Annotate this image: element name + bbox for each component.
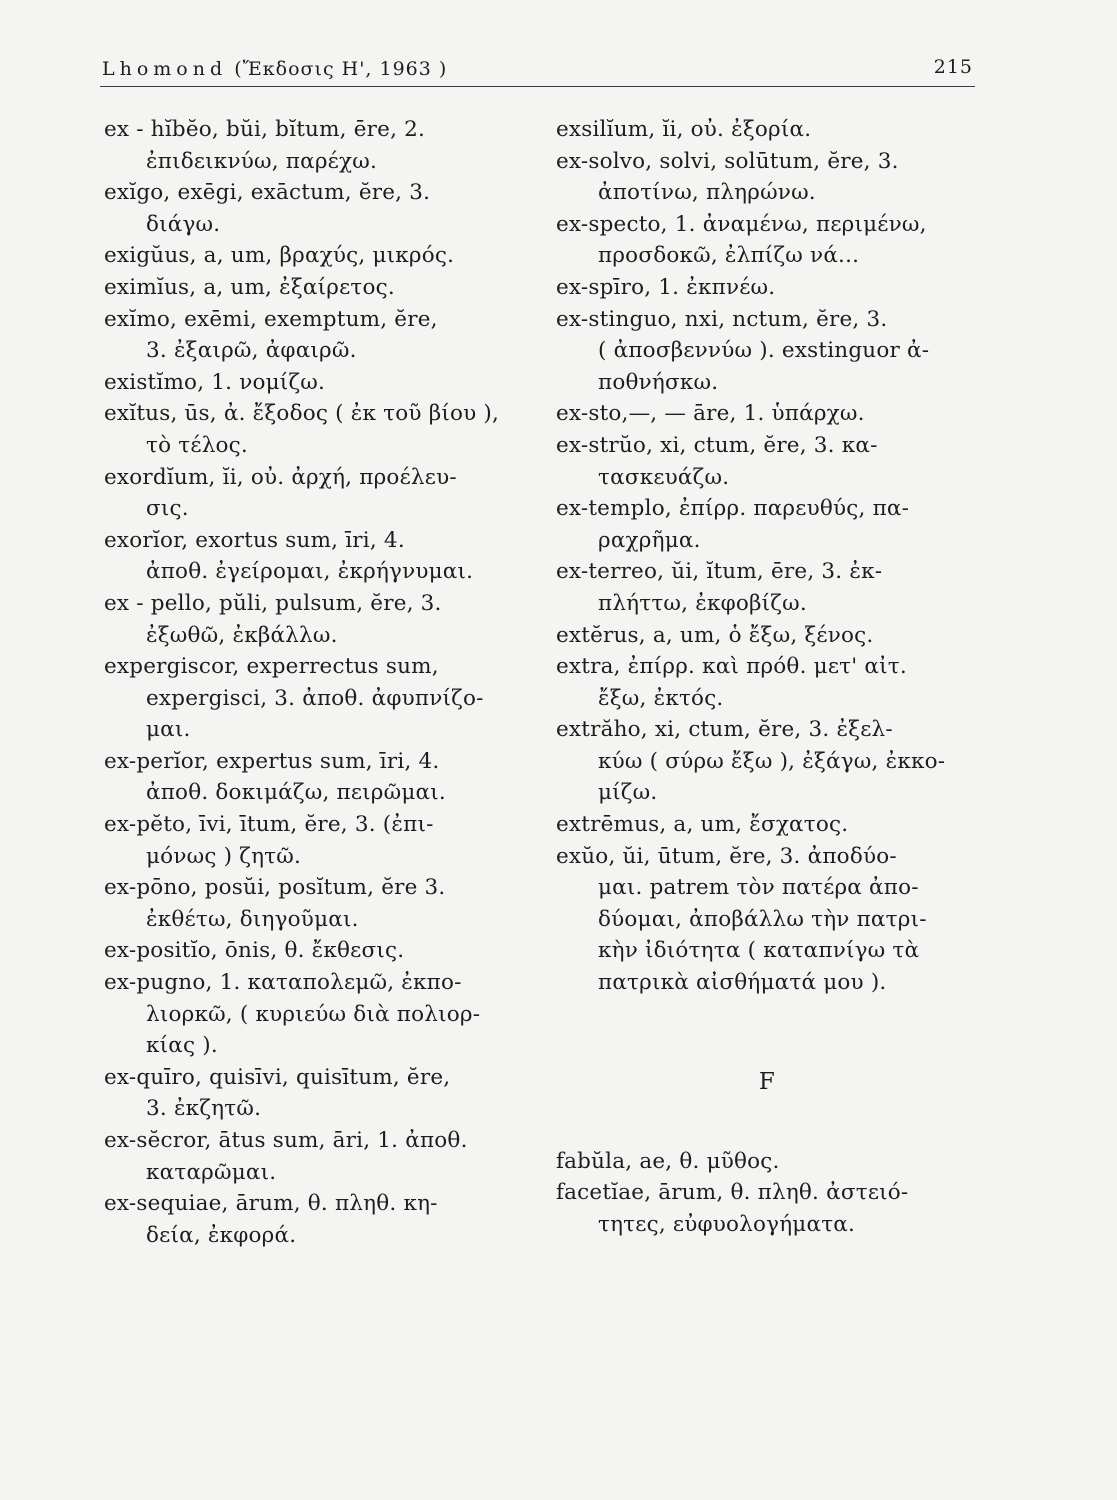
entry-continuation-line: μαι. patrem τὸν πατέρα ἀπο- (598, 875, 919, 901)
entry-continuation-line: τὸ τέλος. (146, 432, 248, 458)
header-author: Lhomond (102, 58, 228, 80)
entry-headword-line: ex-sto,—, — āre, 1. ὑπάρχω. (556, 401, 865, 427)
entry-headword-line: ex-solvo, solvi, solūtum, ĕre, 3. (556, 148, 899, 174)
entry-headword-line: extrăho, xi, ctum, ĕre, 3. ἐξελ- (556, 717, 893, 743)
entry-continuation-line: expergisci, 3. ἀποθ. ἀφυπνίζο- (146, 685, 484, 711)
entry-headword-line: ex-templo, ἐπίρρ. παρευθύς, πα- (556, 496, 910, 522)
section-gap (556, 999, 986, 1062)
entry-continuation-line: κὴν ἰδιότητα ( καταπνίγω τὰ (598, 938, 920, 964)
entry-continuation-line: ( ἀποσβεννύω ). exstinguor ἀ- (598, 338, 930, 364)
entry-headword-line: exŭo, ŭi, ūtum, ĕre, 3. ἀποδύο- (556, 843, 897, 869)
entry-headword-line: exĭtus, ūs, ἀ. ἔξοδος ( ἐκ τοῦ βίου ), (104, 401, 500, 427)
entry-continuation-line: λιορκῶ, ( κυριεύω διὰ πολιορ- (146, 1001, 481, 1027)
entry-headword-line: facetĭae, ārum, θ. πληθ. ἀστειό- (556, 1180, 909, 1206)
entry-continuation-line: προσδοκῶ, ἐλπίζω νά... (598, 243, 860, 269)
right-column (556, 114, 986, 1240)
entry-continuation-line: ἐκθέτω, διηγοῦμαι. (146, 906, 359, 932)
right-column-entries (556, 114, 986, 999)
entry-continuation-line: ἔξω, ἐκτός. (598, 685, 724, 711)
entry-continuation-line: πατρικὰ αἰσθήματά μου ). (598, 970, 887, 996)
entry-continuation-line: μόνως ) ζητῶ. (146, 843, 302, 869)
entry-headword-line: existĭmo, 1. νομίζω. (104, 369, 326, 395)
entry-headword-line: ex-specto, 1. ἀναμένω, περιμένω, (556, 211, 927, 237)
entry-continuation-line: ἀποθ. ἐγείρομαι, ἐκρήγνυμαι. (146, 559, 474, 585)
entry-headword-line: ex-perĭor, expertus sum, īri, 4. (104, 748, 440, 774)
header-edition: (Ἔκδοσις Η', 1963 ) (234, 58, 448, 80)
entry-headword-line: exĭmo, exēmi, exemptum, ĕre, (104, 306, 438, 332)
entry-headword-line: exsilĭum, ĭi, οὐ. ἐξορία. (556, 117, 812, 142)
entry-headword-line: eximĭus, a, um, ἐξαίρετος. (104, 274, 395, 300)
entry-headword-line: ex - hĭbĕo, bŭi, bĭtum, ēre, 2. (104, 117, 426, 142)
left-column (104, 114, 528, 1251)
entry-continuation-line: 3. ἐξαιρῶ, ἀφαιρῶ. (146, 338, 357, 364)
entry-headword-line: ex-spīro, 1. ἐκπνέω. (556, 274, 776, 300)
entry-continuation-line: τητες, εὐφυολογήματα. (598, 1211, 856, 1237)
entry-headword-line: exĭgo, exēgi, exāctum, ĕre, 3. (104, 180, 431, 206)
entry-continuation-line: 3. ἐκζητῶ. (146, 1096, 262, 1122)
entry-headword-line: exordĭum, ĭi, οὐ. ἀρχή, προέλευ- (104, 464, 457, 490)
section-letter: F (758, 1068, 776, 1095)
entry-continuation-line: ραχρῆμα. (598, 527, 701, 553)
entry-headword-line: ex - pello, pŭli, pulsum, ĕre, 3. (104, 590, 442, 616)
entry-headword-line: ex-pugno, 1. καταπολεμῶ, ἐκπο- (104, 970, 462, 996)
entry-headword-line: ex-strŭo, xi, ctum, ĕre, 3. κα- (556, 432, 878, 458)
entry-continuation-line: ἐξωθῶ, ἐκβάλλω. (146, 622, 338, 648)
entry-continuation-line: σις. (146, 496, 189, 522)
entry-continuation-line: κίας ). (146, 1033, 218, 1059)
entry-headword-line: extrēmus, a, um, ἔσχατος. (556, 812, 849, 838)
entry-headword-line: extĕrus, a, um, ὁ ἔξω, ξένος. (556, 622, 874, 648)
section-gap-after (556, 1102, 986, 1146)
entry-headword-line: extra, ἐπίρρ. καὶ πρόθ. μετ' αἰτ. (556, 654, 907, 680)
entry-headword-line: ex-terreo, ŭi, ĭtum, ēre, 3. ἐκ- (556, 559, 883, 585)
page-number: 215 (933, 56, 973, 78)
entry-headword-line: exigŭus, a, um, βραχύς, μικρός. (104, 243, 455, 269)
entry-headword-line: exorĭor, exortus sum, īri, 4. (104, 527, 405, 553)
entry-headword-line: ex-positĭo, ōnis, θ. ἔκθεσις. (104, 938, 405, 964)
entry-continuation-line: κύω ( σύρω ἔξω ), ἐξάγω, ἐκκο- (598, 748, 946, 774)
entry-headword-line: ex-pĕto, īvi, ītum, ĕre, 3. (ἐπι- (104, 812, 434, 838)
entry-headword-line: ex-stinguo, nxi, nctum, ĕre, 3. (556, 306, 888, 332)
entry-headword-line: ex-pōno, posŭi, posĭtum, ĕre 3. (104, 875, 446, 901)
right-column-entries-f (556, 1146, 986, 1241)
entry-continuation-line: πλήττω, ἐκφοβίζω. (598, 590, 807, 616)
entry-headword-line: expergiscor, experrectus sum, (104, 654, 439, 680)
entry-continuation-line: δύομαι, ἀποβάλλω τὴν πατρι- (598, 906, 927, 932)
entry-continuation-line: μαι. (146, 717, 191, 743)
entry-headword-line: ex-sĕcror, ātus sum, āri, 1. ἀποθ. (104, 1128, 468, 1153)
entry-continuation-line: καταρῶμαι. (146, 1159, 277, 1185)
entry-headword-line: fabŭla, ae, θ. μῦθος. (556, 1148, 780, 1174)
running-header (100, 50, 975, 87)
entry-continuation-line: τασκευάζω. (598, 464, 730, 490)
entry-continuation-line: ποθνήσκω. (598, 369, 719, 395)
entry-continuation-line: μίζω. (598, 780, 658, 806)
entry-continuation-line: διάγω. (146, 211, 221, 237)
entry-continuation-line: δεία, ἐκφορά. (146, 1222, 297, 1248)
entry-continuation-line: ἀποτίνω, πληρώνω. (598, 180, 816, 206)
entry-headword-line: ex-quīro, quisīvi, quisītum, ĕre, (104, 1064, 451, 1090)
entry-continuation-line: ἐπιδεικνύω, παρέχω. (146, 148, 378, 174)
header-title (102, 58, 447, 80)
entry-continuation-line: ἀποθ. δοκιμάζω, πειρῶμαι. (146, 780, 446, 806)
entry-headword-line: ex-sequiae, ārum, θ. πληθ. κη- (104, 1191, 438, 1217)
